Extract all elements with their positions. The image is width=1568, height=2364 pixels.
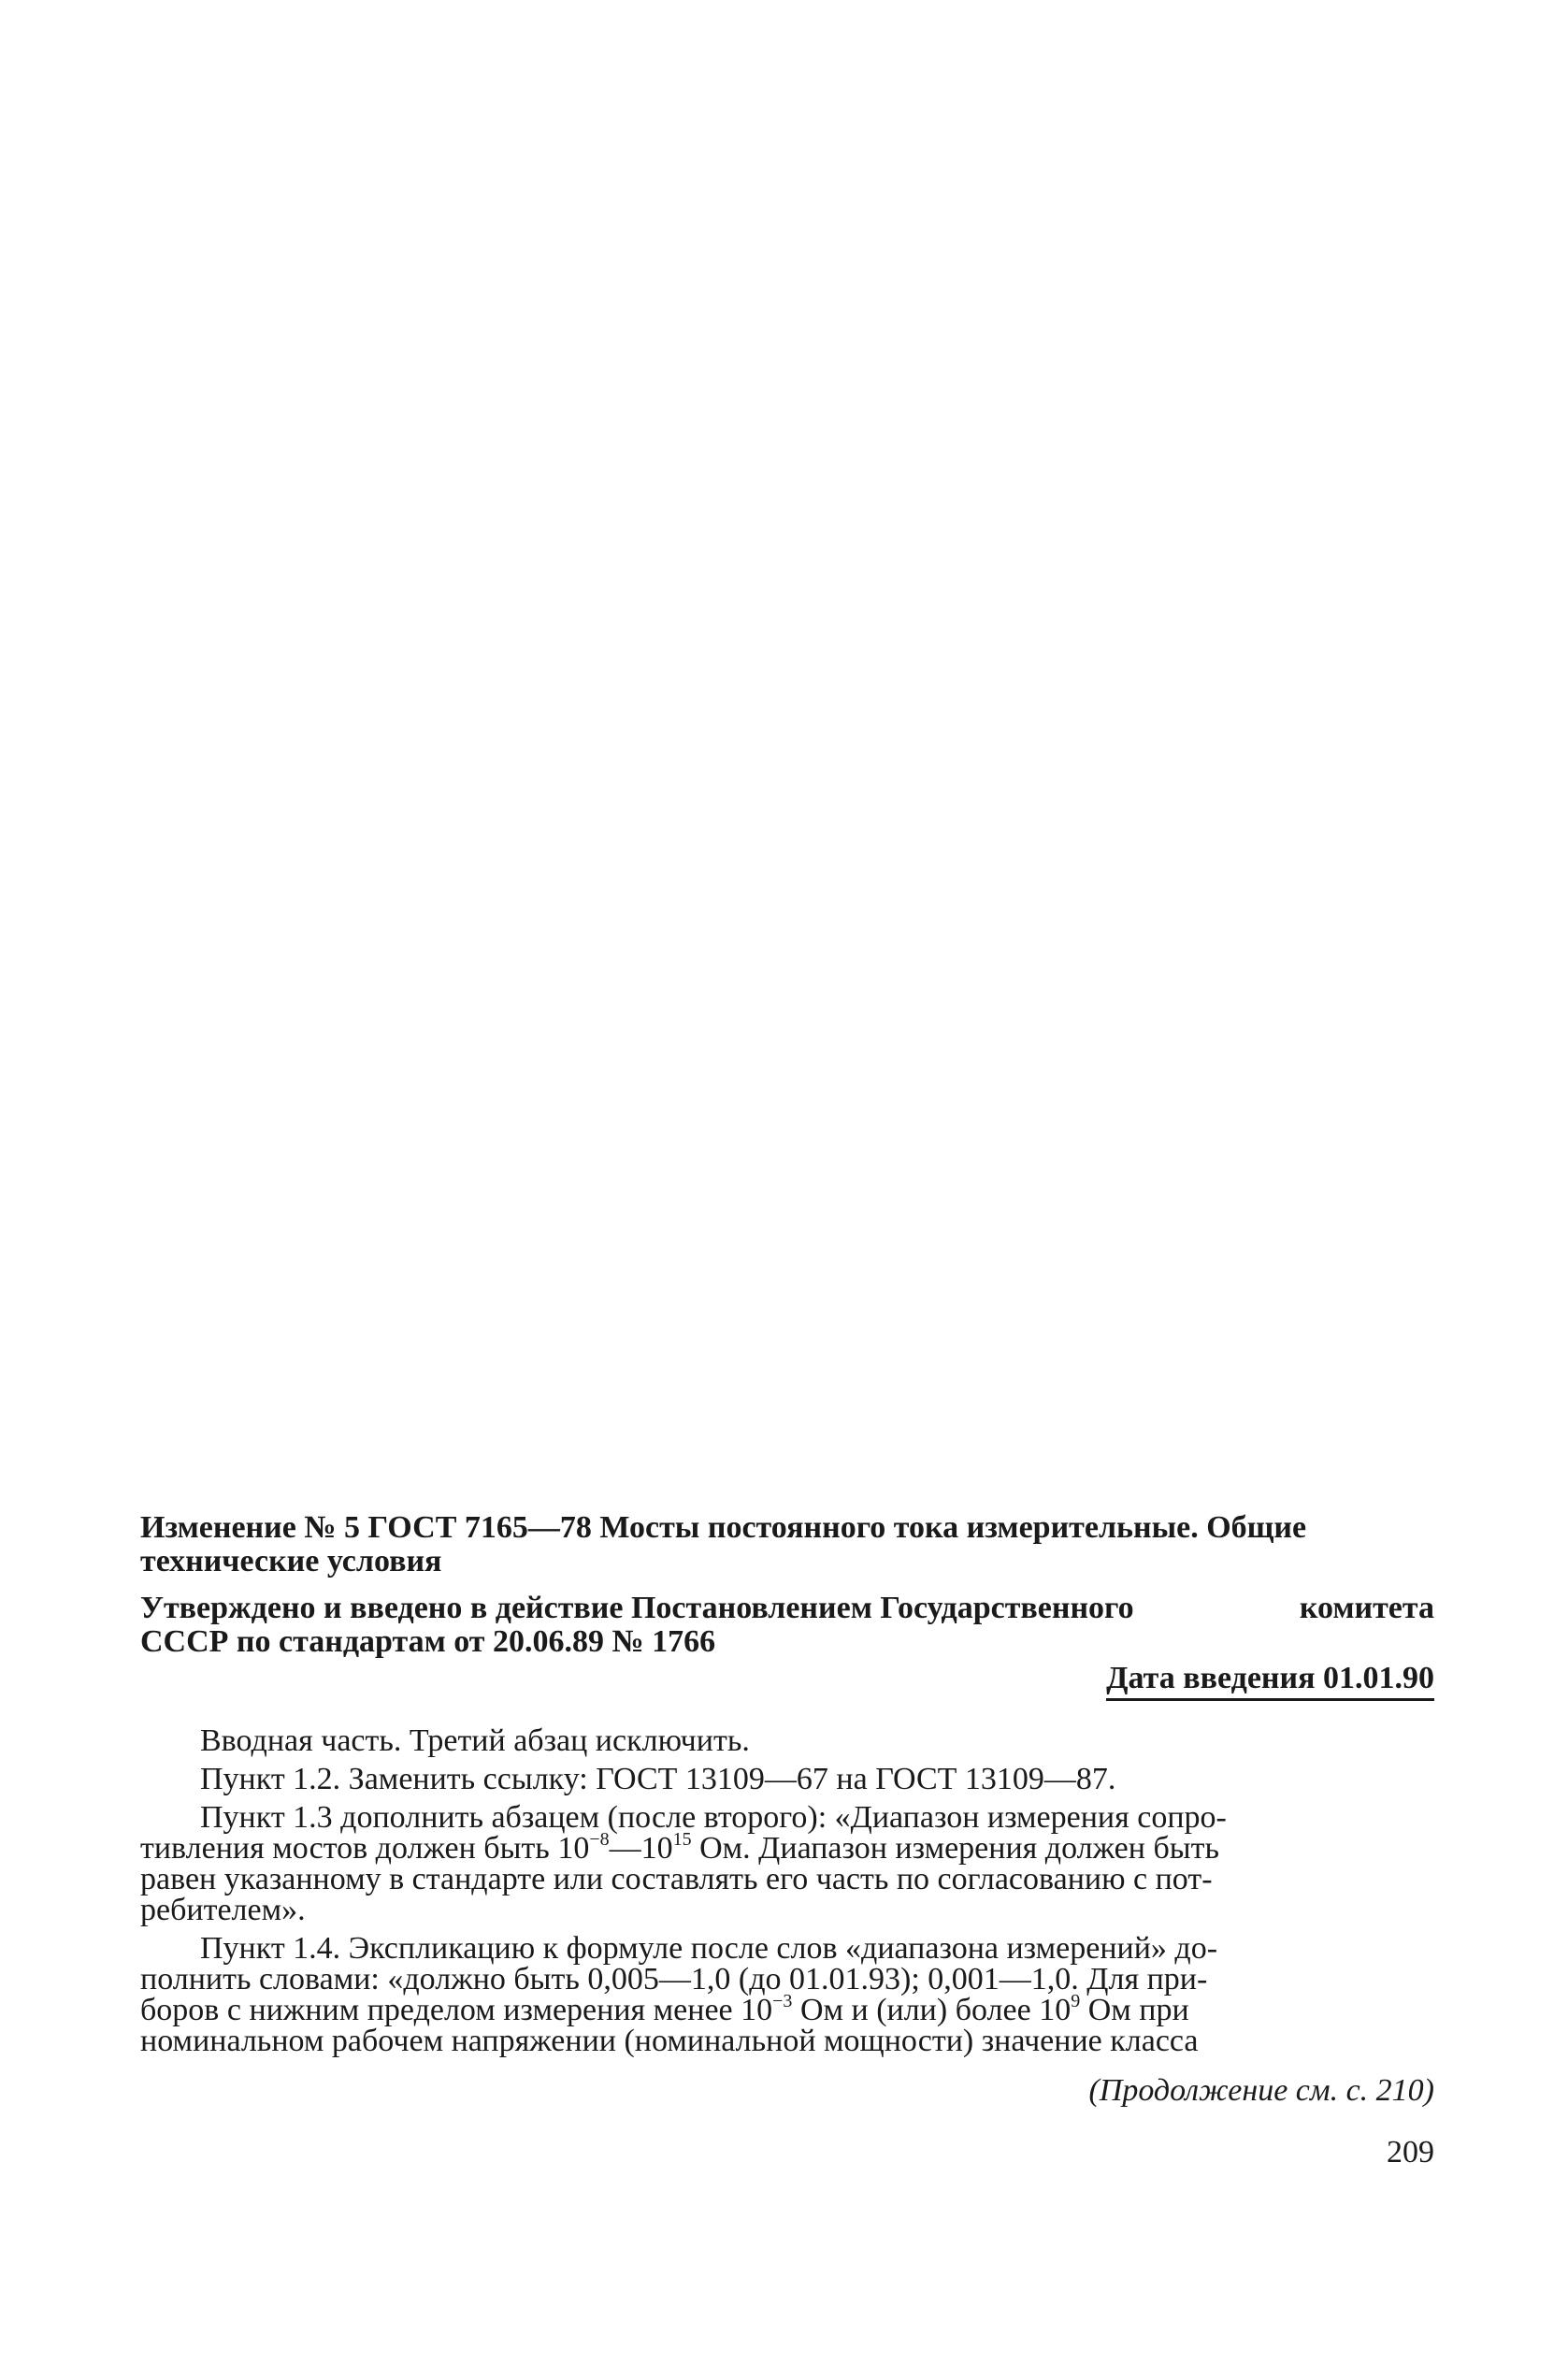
effective-date [140,1661,1434,1701]
effective-date-label: Дата введения [1106,1661,1316,1695]
p3-text-pre: тивления мостов должен быть 10 [140,1831,590,1866]
paragraph-4-line-1: Пункт 1.4. Экспликацию к формуле после слов «диапазона измерений» до- [200,1931,1218,1966]
paragraph-4-line-2: полнить словами: «должно быть 0,005—1,0 (до 01.01.93); 0,001—1,0. Для при- [140,1962,1208,1996]
amendment-body [140,1725,1434,2056]
paragraph-2 [140,1764,1434,1795]
p3-text-post: Ом. Диапазон измерения должен быть [691,1831,1219,1866]
paragraph-1-text: Вводная часть. Третий абзац исключить. [200,1723,750,1758]
paragraph-3-line-1: Пункт 1.3 дополнить абзацем (после второго): «Диапазон измерения сопро- [200,1800,1227,1835]
continuation-note: (Продолжение см. с. 210) [1088,2073,1434,2108]
approval-line-1-right: комитета [1299,1591,1434,1625]
paragraph-1 [140,1725,1434,1756]
p4-text-post: Ом при [1080,1993,1189,2027]
approval-statement [140,1592,1434,1659]
paragraph-4 [140,1933,1434,2056]
paragraph-2-text: Пункт 1.2. Заменить ссылку: ГОСТ 13109—67 на ГОСТ 13109—87. [200,1762,1116,1796]
paragraph-3-line-2 [140,1829,1434,1866]
effective-date-underlined [1106,1661,1434,1701]
paragraph-3-line-3: равен указанному в стандарте или составлять его часть по согласованию с пот- [140,1862,1213,1896]
p4-exponent-2: 9 [1071,1991,1081,2011]
p3-exponent-1: −8 [589,1829,610,1850]
page-number: 209 [1387,2135,1434,2169]
paragraph-4-line-4: номинальном рабочем напряжении (номинальной мощности) значение класса [140,2024,1199,2058]
p3-exponent-2: 15 [672,1829,692,1850]
paragraph-3 [140,1802,1434,1925]
approval-line-1 [140,1592,1434,1625]
paragraph-3-line-4: ребителем». [140,1893,306,1927]
paragraph-4-line-3 [140,1991,1434,2027]
effective-date-value: 01.01.90 [1323,1661,1434,1695]
document-title [140,1511,1434,1578]
p3-text-mid: —10 [609,1831,673,1866]
title-line-2: технические условия [140,1544,442,1578]
p4-text-mid: Ом и (или) более 10 [792,1993,1072,2027]
approval-line-2: СССР по стандартам от 20.06.89 № 1766 [140,1624,716,1659]
approval-line-1-left: Утверждено и введено в действие Постановлением Государственного [140,1591,1134,1625]
title-line-1: Изменение № 5 ГОСТ 7165—78 Мосты постоянного тока измерительные. Общие [140,1510,1307,1545]
document-page [140,1511,1434,2170]
p4-text-pre: боров с нижним пределом измерения менее 10 [140,1993,773,2027]
p4-exponent-1: −3 [772,1991,793,2011]
